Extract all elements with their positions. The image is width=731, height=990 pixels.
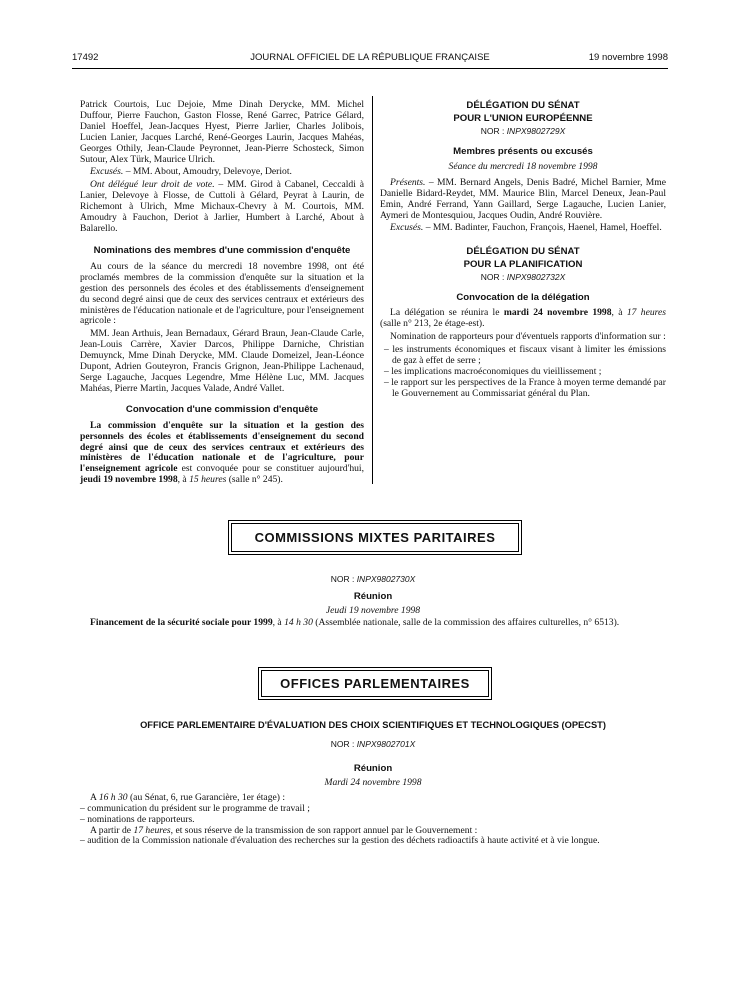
eu-delegation-seance: Séance du mercredi 18 novembre 1998 <box>448 160 598 172</box>
plan-convocation-paragraph <box>380 308 666 330</box>
cmp-location: (Assemblée nationale, salle de la commission des affaires culturelles, n° 6513). <box>312 616 620 628</box>
convocation-room: (salle n° 245). <box>226 474 283 486</box>
op-condition: , et sous réserve de la transmission de son rapport annuel par le Gouvernement : <box>170 824 478 836</box>
cmp-meeting-line <box>90 618 666 629</box>
excuses-label: Excusés. <box>90 166 124 178</box>
page-number: 17492 <box>72 52 99 63</box>
cmp-subheading: Réunion <box>353 590 393 602</box>
op-location: (au Sénat, 6, rue Garancière, 1er étage) : <box>127 791 286 803</box>
op-agenda-1 <box>80 804 666 826</box>
op-section-title: OFFICES PARLEMENTAIRES <box>261 670 489 697</box>
op-a: A <box>90 791 99 803</box>
nominations-intro: Au cours de la séance du mercredi 18 novembre 1998, ont été proclamés membres de la commission d'enquête sur la situation et la gestion des personnels des écoles et des établissements d'enseignement du second degré ainsi que de ceux des services centraux et extérieurs des ministères de l'éducation nationale et de l'agriculture, pour l'enseignement agricole : <box>80 260 364 327</box>
cmp-section-box <box>228 520 522 555</box>
op-section-box <box>258 667 492 700</box>
right-excuses-label: Excusés. <box>390 222 424 234</box>
cmp-date: Jeudi 19 novembre 1998 <box>325 604 421 616</box>
eu-delegation-nor <box>380 126 666 137</box>
cmp-section <box>80 574 666 629</box>
op-agenda-2 <box>80 836 666 847</box>
eu-delegation-subheading: Membres présents ou excusés <box>453 145 593 157</box>
presents-paragraph <box>380 178 666 222</box>
plan-date: mardi 24 novembre 1998 <box>503 307 612 319</box>
cmp-time: 14 h 30 <box>284 616 313 628</box>
nor-label: NOR : <box>330 739 357 749</box>
right-excuses-text: – MM. Badinter, Fauchon, François, Haenel, Hamel, Hoeffel. <box>423 222 662 234</box>
list-item: – audition de la Commission nationale d'évaluation des recherches sur la gestion des déchets radioactifs à haute activité et à vie longue. <box>80 836 666 847</box>
plan-text-2: , à <box>611 307 627 319</box>
op-date: Mardi 24 novembre 1998 <box>324 776 422 788</box>
convocation-time: 15 heures <box>189 474 227 486</box>
delegation-label: Ont délégué leur droit de vote. <box>90 179 215 191</box>
plan-time: 17 heures <box>626 307 666 319</box>
list-item: – les implications macroéconomiques du vieillissement ; <box>380 367 666 378</box>
list-item: – nominations de rapporteurs. <box>80 815 666 826</box>
op-subheading: Réunion <box>353 762 393 774</box>
nor-label: NOR : <box>330 574 357 584</box>
plan-nomination: Nomination de rapporteurs pour d'éventuels rapports d'information sur : <box>390 331 666 343</box>
column-divider <box>372 96 373 484</box>
plan-topics-list <box>380 345 666 400</box>
nor-code: INPX9802730X <box>356 574 416 584</box>
delegation-text: – MM. Girod à Cabanel, Ceccaldi à Lanier, Delevoye à Flosse, de Cuttoli à Gélard, Peyrat à Laurin, de Richemont à Ulrich, Mme Michaux-Chevry à M. Courtois, MM. Amoudry à Fauchon, Deriot à Jarlier, Humbert à Larché, About à Balarello. <box>80 179 364 234</box>
journal-title: JOURNAL OFFICIEL DE LA RÉPUBLIQUE FRANÇAISE <box>250 52 490 63</box>
members-list: Patrick Courtois, Luc Dejoie, Mme Dinah Derycke, MM. Michel Duffour, Pierre Fauchon, Gaston Flosse, René Garrec, Patrice Gélard, Daniel Hoeffel, Jean-Jacques Hyest, Pierre Jarlier, Charles Jolibois, Lucien Lanier, Jacques Larché, René-Georges Laurin, Jacques Mahéas, Georges Othily, Jean-Claude Peyronnet, Jean-Pierre Schosteck, Simon Sutour, Alex Türk, Maurice Ulrich. <box>80 99 364 165</box>
convocation-date: jeudi 19 novembre 1998 <box>80 474 178 486</box>
nominations-heading: Nominations des membres d'une commission d'enquête <box>93 244 351 256</box>
op-nor <box>80 739 666 750</box>
nor-label: NOR : <box>480 272 507 283</box>
presents-text: – MM. Bernard Angels, Denis Badré, Michel Barnier, Mme Danielle Bidard-Reydet, MM. Maurice Blin, Marcel Deneux, Jean-Paul Emin, André Ferrand, Yann Gaillard, Serge Lagauche, Lucien Lanier, Aymeri de Montesquiou, Jacques Oudin, André Rouvière. <box>380 176 666 221</box>
presents-label: Présents. <box>390 176 426 188</box>
header-rule <box>72 68 668 69</box>
nor-label: NOR : <box>480 126 507 136</box>
issue-date: 19 novembre 1998 <box>588 52 668 63</box>
list-item: – les instruments économiques et fiscaux visant à limiter les émissions de gaz à effet de serre ; <box>380 345 666 367</box>
list-item: – communication du président sur le programme de travail ; <box>80 804 666 815</box>
nor-code: INPX9802732X <box>506 272 566 283</box>
right-excuses-paragraph <box>380 223 666 234</box>
convocation-commission: La commission d'enquête sur la situation et la gestion des personnels des écoles et établissements d'enseignement du second degré ainsi que de ceux des services centraux et extérieurs des ministères de l'éducation nationale et de l'agriculture, pour l'enseignement agricole <box>80 419 364 475</box>
plan-text-1: La délégation se réunira le <box>390 307 504 319</box>
op-time-2: 17 heures <box>133 824 171 836</box>
convocation-heading: Convocation d'une commission d'enquête <box>125 403 319 415</box>
plan-delegation-title-2: POUR LA PLANIFICATION <box>463 259 583 271</box>
plan-delegation-nor <box>380 272 666 283</box>
office-title: OFFICE PARLEMENTAIRE D'ÉVALUATION DES CHOIX SCIENTIFIQUES ET TECHNOLOGIQUES (OPECST) <box>140 720 606 730</box>
op-time-1: 16 h 30 <box>98 791 128 803</box>
eu-delegation-title-1: DÉLÉGATION DU SÉNAT <box>466 100 580 111</box>
nominations-list: MM. Jean Arthuis, Jean Bernadaux, Gérard Braun, Jean-Claude Carle, Jean-Louis Carrère, Xavier Darcos, Philippe Darniche, Christian Demuynck, Mme Dinah Derycke, MM. Claude Domeizel, Jean-Léonce Dupont, Adrien Gouteyron, Francis Grignon, Jean-Philippe Lachenaud, Serge Lagauche, Jacques Legendre, Mme Hélène Luc, MM. Jacques Mahéas, Pierre Martin, Jacques Valade, André Vallet. <box>80 328 364 394</box>
cmp-at: , à <box>272 616 285 628</box>
plan-delegation-subheading: Convocation de la délégation <box>456 292 590 304</box>
convocation-paragraph <box>80 421 364 486</box>
cmp-section-title: COMMISSIONS MIXTES PARITAIRES <box>231 523 519 552</box>
convocation-at: , à <box>177 474 190 486</box>
convocation-text: est convoquée pour se constituer aujourd'hui, <box>177 463 364 475</box>
nor-code: INPX9802701X <box>356 739 416 749</box>
op-a-partir: A partir de <box>90 824 134 836</box>
delegation-paragraph <box>80 180 364 235</box>
nor-code: INPX9802729X <box>506 126 566 136</box>
list-item: – le rapport sur les perspectives de la France à moyen terme demandé par le Gouvernement au Commissariat général du Plan. <box>380 378 666 400</box>
excuses-text: – MM. About, Amoudry, Delevoye, Deriot. <box>123 166 292 178</box>
cmp-nor <box>80 574 666 585</box>
plan-delegation-title-1: DÉLÉGATION DU SÉNAT <box>466 246 580 258</box>
cmp-topic: Financement de la sécurité sociale pour 1999 <box>90 616 273 628</box>
eu-delegation-title-2: POUR L'UNION EUROPÉENNE <box>453 113 593 124</box>
excuses-paragraph <box>80 167 364 178</box>
left-column <box>80 100 364 488</box>
plan-room: (salle n° 213, 2e étage-est). <box>380 318 485 330</box>
op-section <box>80 720 666 847</box>
right-column <box>380 100 666 400</box>
